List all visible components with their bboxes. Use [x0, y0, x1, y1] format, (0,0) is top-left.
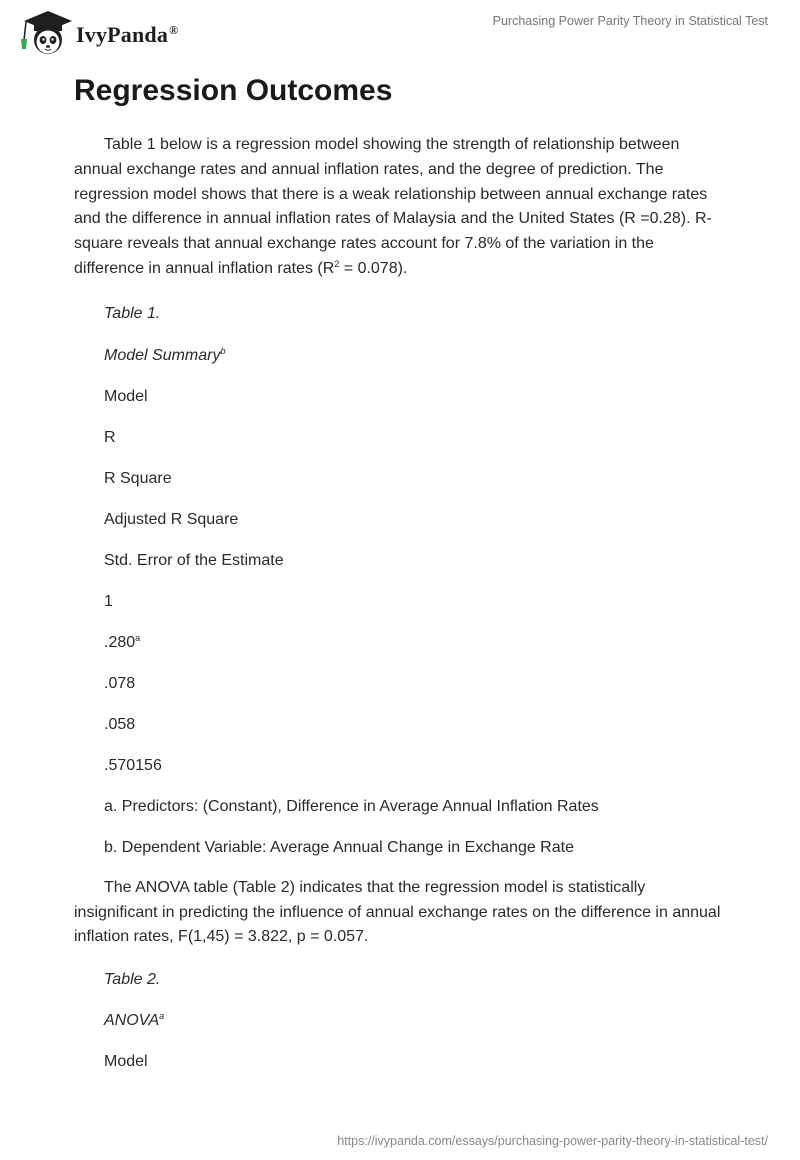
table2-header-model: Model: [104, 1053, 148, 1071]
table1-cell-std-error: .570156: [104, 756, 162, 774]
table1-header-r-square: R Square: [104, 469, 172, 487]
table1-cell-r-square: .078: [104, 674, 136, 692]
table1-note-a: a. Predictors: (Constant), Difference in Average Annual Inflation Rates: [104, 797, 599, 815]
table2-title: ANOVA$^a$: [104, 1011, 165, 1030]
table1-header-std-error: Std. Error of the Estimate: [104, 551, 284, 569]
panda-logo-icon: [14, 8, 74, 58]
article-content: [74, 72, 724, 1072]
table1-note-b: b. Dependent Variable: Average Annual Change in Exchange Rate: [104, 838, 574, 856]
source-url[interactable]: https://ivypanda.com/essays/purchasing-power-parity-theory-in-statistical-test/: [337, 1134, 768, 1148]
table1-cell-adj-r-square: .058: [104, 715, 136, 733]
table1-header-adj-r-square: Adjusted R Square: [104, 510, 239, 528]
anova-paragraph: The ANOVA table (Table 2) indicates that the regression model is statistically insignificant in predicting the influence of annual exchange rates on the difference in annual inflation rates, F(1,45) = 3.822, p = 0.057.: [74, 878, 721, 946]
brand-name: IvyPanda®: [76, 22, 179, 47]
table2-label: Table 2.: [104, 971, 161, 989]
intro-paragraph: Table 1 below is a regression model showing the strength of relationship between annual exchange rates and annual inflation rates, and the degree of prediction. The regression model shows that there is a weak relationship between annual exchange rates and the difference in annual inflation rates of Malaysia and the United States (R =0.28). R-square reveals that annual exchange rates account for 7.8% of the variation in the difference in annual inflation rates $(R^2 = 0.078)$.: [74, 136, 712, 277]
document-title: Purchasing Power Parity Theory in Statistical Test: [492, 14, 768, 28]
page-header: [0, 0, 800, 70]
table1-label: Table 1.: [104, 304, 161, 322]
page-title: Regression Outcomes: [74, 74, 393, 107]
table1-header-r: R: [104, 428, 116, 446]
table1-title: Model Summary$^b$: [104, 345, 226, 364]
table1-cell-r: .280$^a$: [104, 632, 141, 651]
logo[interactable]: [14, 8, 178, 58]
table1-header-model: Model: [104, 387, 148, 405]
table1-cell-model: 1: [104, 592, 113, 610]
